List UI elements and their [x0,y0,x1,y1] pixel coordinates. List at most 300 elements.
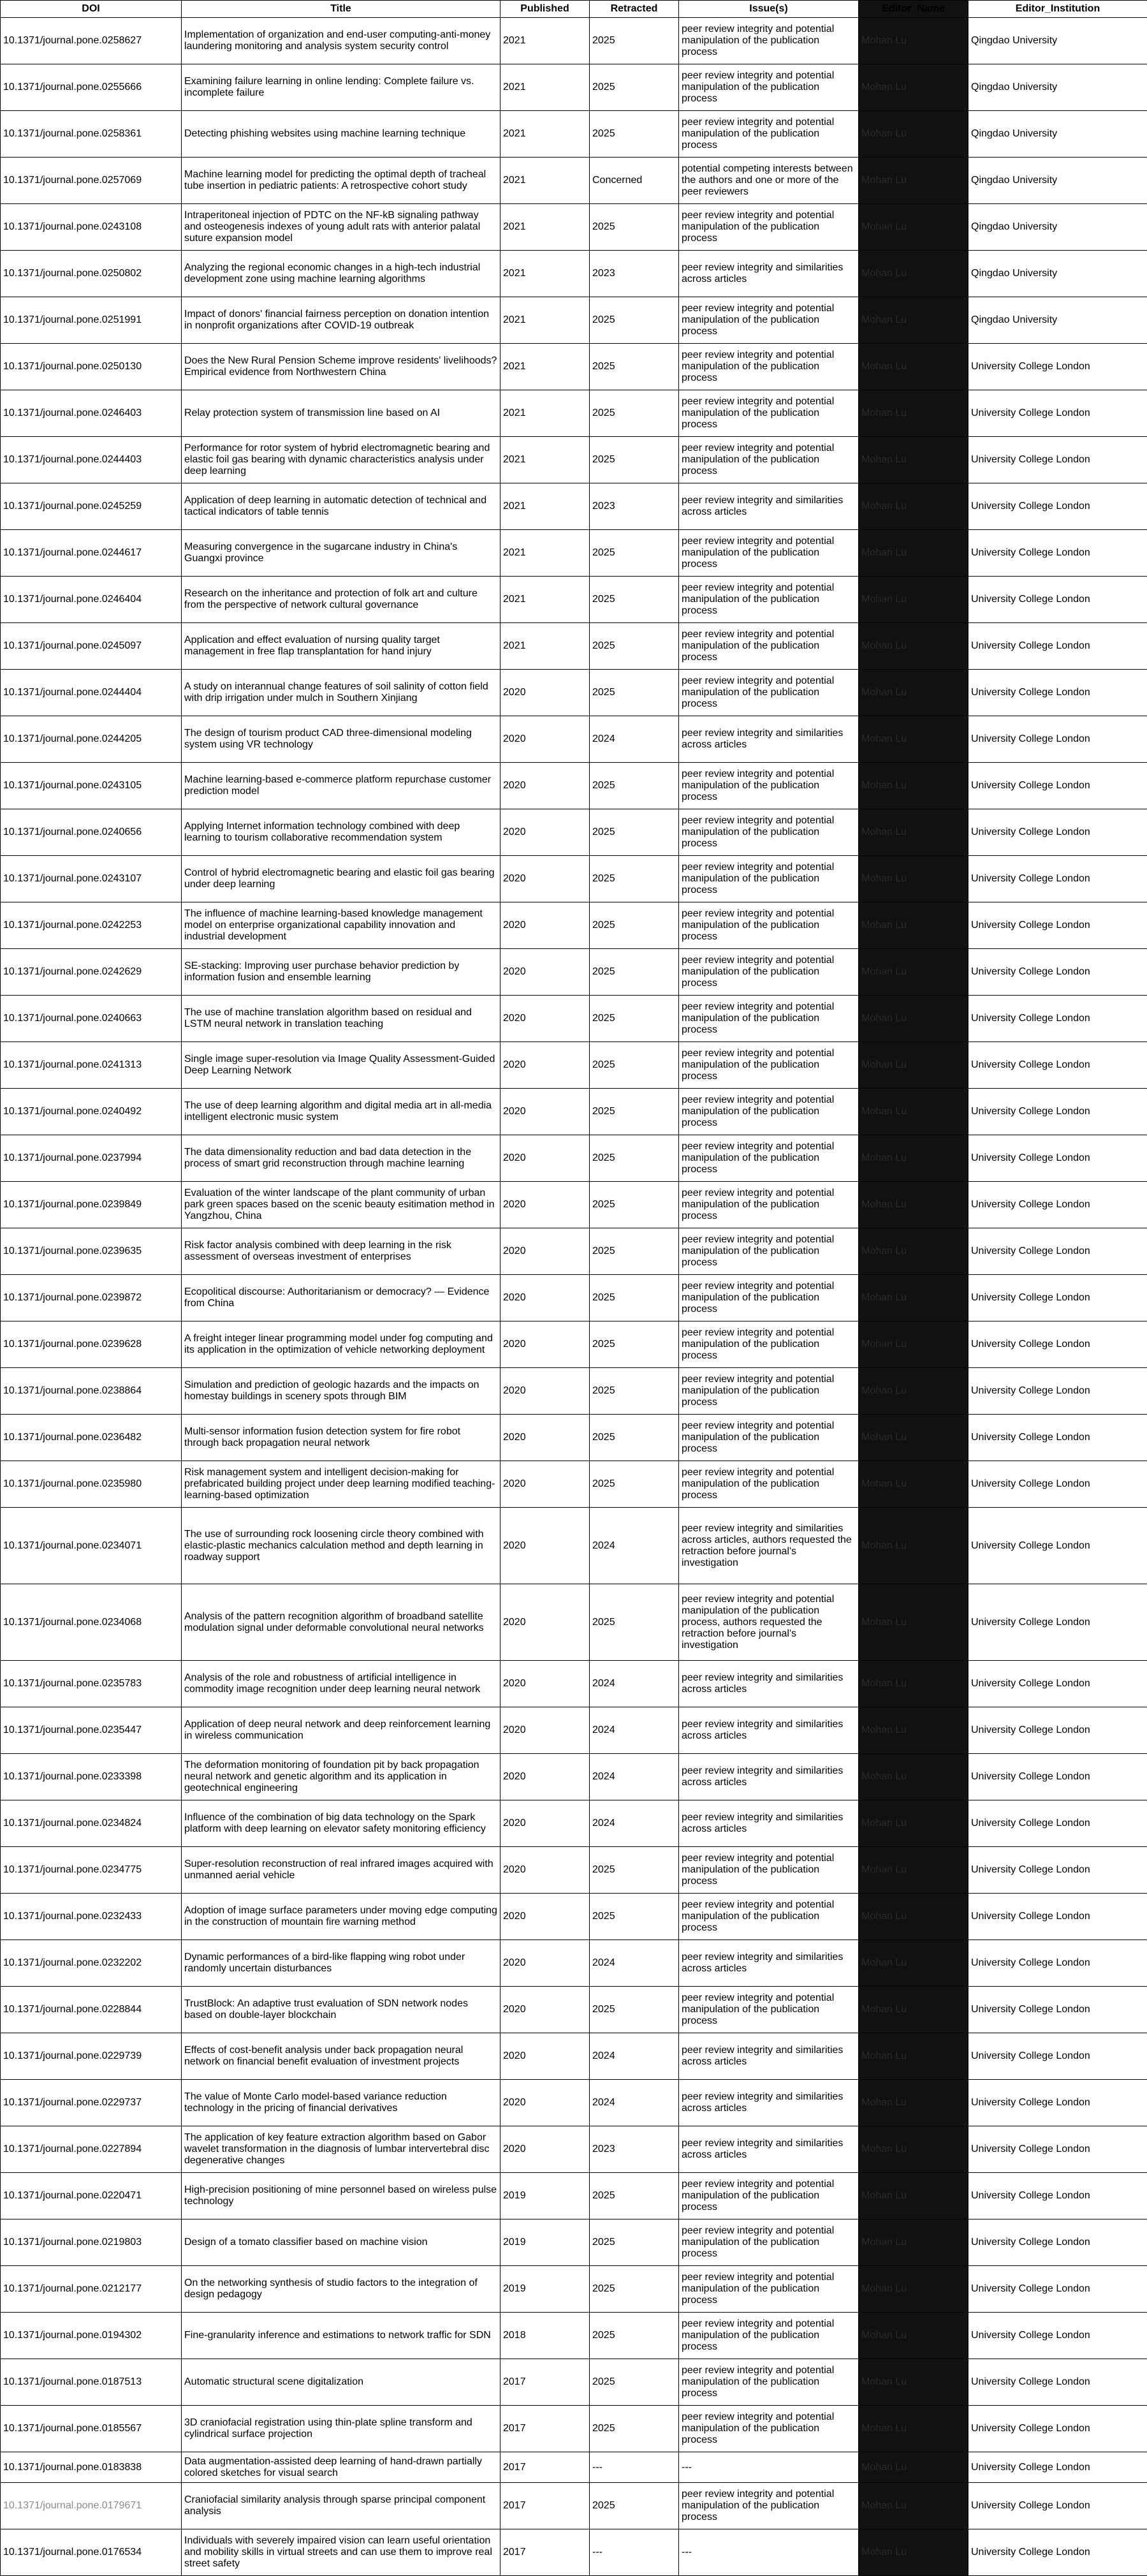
doi-cell: 10.1371/journal.pone.0232433 [1,1894,182,1940]
title-cell: Application of deep learning in automatic detection of technical and tactical indicators of table tennis [182,483,500,530]
doi-cell: 10.1371/journal.pone.0240663 [1,996,182,1042]
issues-cell: peer review integrity and potential manipulation of the publication process [679,2483,859,2529]
title-cell: 3D craniofacial registration using thin-plate spline transform and cylindrical surface projection [182,2406,500,2452]
editor-institution-cell: University College London [968,1987,1147,2033]
retracted-cell: 2025 [590,1089,679,1135]
editor-name-cell: Mohan Lu [859,2266,968,2313]
issues-cell: peer review integrity and similarities across articles [679,483,859,530]
published-cell: 2020 [500,1894,590,1940]
doi-cell: 10.1371/journal.pone.0229737 [1,2080,182,2126]
title-cell: Risk factor analysis combined with deep learning in the risk assessment of overseas investment of enterprises [182,1228,500,1275]
editor-institution-cell: University College London [968,1894,1147,1940]
issues-cell: peer review integrity and potential manipulation of the publication process, authors requested the retraction before journal's investigation [679,1584,859,1661]
editor-institution-cell: University College London [968,856,1147,902]
doi-cell: 10.1371/journal.pone.0244404 [1,670,182,716]
retracted-cell: 2025 [590,623,679,670]
title-cell: Measuring convergence in the sugarcane industry in China's Guangxi province [182,530,500,577]
table-row [1,1228,1147,1275]
retracted-cell: 2023 [590,483,679,530]
table-row [1,1661,1147,1707]
doi-cell: 10.1371/journal.pone.0234824 [1,1800,182,1847]
doi-cell: 10.1371/journal.pone.0242253 [1,902,182,949]
table-row [1,1135,1147,1182]
published-cell: 2020 [500,1415,590,1461]
title-cell: Analysis of the role and robustness of artificial intelligence in commodity image recognition under deep learning neural network [182,1661,500,1707]
title-cell: A study on interannual change features of soil salinity of cotton field with drip irrigation under mulch in Southern Xinjiang [182,670,500,716]
title-cell: TrustBlock: An adaptive trust evaluation of SDN network nodes based on double-layer blockchain [182,1987,500,2033]
editor-institution-cell: University College London [968,1940,1147,1987]
title-cell: Examining failure learning in online lending: Complete failure vs. incomplete failure [182,64,500,111]
editor-institution-cell: University College London [968,623,1147,670]
retracted-cell: 2024 [590,1707,679,1754]
editor-institution-cell: University College London [968,577,1147,623]
doi-cell: 10.1371/journal.pone.0243107 [1,856,182,902]
retracted-cell: 2025 [590,1847,679,1894]
issues-cell: peer review integrity and similarities across articles [679,1940,859,1987]
title-cell: Implementation of organization and end-user computing-anti-money laundering monitoring and analysis system security control [182,18,500,64]
table-row [1,2173,1147,2219]
editor-institution-cell: University College London [968,2452,1147,2483]
retracted-cell: 2024 [590,1800,679,1847]
published-cell: 2020 [500,1987,590,2033]
column-header-editor-institution: Editor_Institution [968,1,1147,18]
table-row [1,902,1147,949]
editor-name-cell: Mohan Lu [859,1754,968,1800]
retracted-cell: 2025 [590,530,679,577]
title-cell: Machine learning-based e-commerce platform repurchase customer prediction model [182,763,500,809]
issues-cell: peer review integrity and similarities across articles [679,1800,859,1847]
editor-name-cell: Mohan Lu [859,1987,968,2033]
retracted-cell: 2023 [590,2126,679,2173]
title-cell: Adoption of image surface parameters under moving edge computing in the construction of mountain fire warning method [182,1894,500,1940]
editor-institution-cell: University College London [968,390,1147,437]
published-cell: 2020 [500,2033,590,2080]
issues-cell: peer review integrity and potential manipulation of the publication process [679,1894,859,1940]
issues-cell: peer review integrity and potential manipulation of the publication process [679,344,859,390]
table-row [1,670,1147,716]
editor-institution-cell: University College London [968,1089,1147,1135]
retracted-cell: 2023 [590,251,679,297]
editor-name-cell: Mohan Lu [859,1368,968,1415]
editor-name-cell: Mohan Lu [859,530,968,577]
editor-name-cell: Mohan Lu [859,344,968,390]
editor-institution-cell: University College London [968,1584,1147,1661]
table-row [1,204,1147,251]
column-header-published: Published [500,1,590,18]
editor-name-cell: Mohan Lu [859,1894,968,1940]
published-cell: 2020 [500,1707,590,1754]
table-row [1,2483,1147,2529]
published-cell: 2021 [500,344,590,390]
doi-cell: 10.1371/journal.pone.0235783 [1,1661,182,1707]
doi-cell: 10.1371/journal.pone.0236482 [1,1415,182,1461]
table-row [1,2313,1147,2359]
doi-cell: 10.1371/journal.pone.0179671 [1,2483,182,2529]
title-cell: The use of surrounding rock loosening circle theory combined with elastic-plastic mechanics calculation method and depth learning in roadway support [182,1508,500,1584]
issues-cell: peer review integrity and similarities across articles [679,2033,859,2080]
retracted-cell: 2025 [590,111,679,158]
editor-institution-cell: University College London [968,1275,1147,1321]
published-cell: 2021 [500,204,590,251]
editor-institution-cell: University College London [968,2483,1147,2529]
editor-name-cell: Mohan Lu [859,577,968,623]
retracted-cell: 2025 [590,763,679,809]
issues-cell: --- [679,2452,859,2483]
issues-cell: peer review integrity and similarities across articles [679,2080,859,2126]
doi-cell: 10.1371/journal.pone.0244403 [1,437,182,483]
doi-cell: 10.1371/journal.pone.0255666 [1,64,182,111]
editor-institution-cell: University College London [968,1754,1147,1800]
published-cell: 2020 [500,1661,590,1707]
title-cell: Intraperitoneal injection of PDTC on the NF-kB signaling pathway and osteogenesis indexes of young adult rats with anterior palatal suture expansion model [182,204,500,251]
editor-institution-cell: University College London [968,949,1147,996]
published-cell: 2020 [500,670,590,716]
retracted-cell: 2025 [590,1415,679,1461]
editor-name-cell: Mohan Lu [859,1661,968,1707]
title-cell: Applying Internet information technology combined with deep learning to tourism collaborative recommendation system [182,809,500,856]
editor-name-cell: Mohan Lu [859,1415,968,1461]
title-cell: Evaluation of the winter landscape of the plant community of urban park green spaces based on the scenic beauty esitimation method in Yangzhou, China [182,1182,500,1228]
table-row [1,2126,1147,2173]
title-cell: The data dimensionality reduction and bad data detection in the process of smart grid reconstruction through machine learning [182,1135,500,1182]
editor-name-cell: Mohan Lu [859,1321,968,1368]
retracted-cell: 2025 [590,1275,679,1321]
published-cell: 2017 [500,2406,590,2452]
editor-name-cell: Mohan Lu [859,2126,968,2173]
issues-cell: peer review integrity and potential manipulation of the publication process [679,1182,859,1228]
table-row [1,577,1147,623]
issues-cell: peer review integrity and potential manipulation of the publication process [679,2406,859,2452]
editor-institution-cell: University College London [968,1135,1147,1182]
retracted-cell: 2025 [590,297,679,344]
doi-cell: 10.1371/journal.pone.0251991 [1,297,182,344]
table-row [1,2219,1147,2266]
issues-cell: peer review integrity and potential manipulation of the publication process [679,437,859,483]
editor-institution-cell: University College London [968,716,1147,763]
published-cell: 2021 [500,64,590,111]
editor-institution-cell: University College London [968,902,1147,949]
published-cell: 2020 [500,2126,590,2173]
editor-institution-cell: University College London [968,1800,1147,1847]
editor-name-cell: Mohan Lu [859,1707,968,1754]
published-cell: 2020 [500,856,590,902]
table-row [1,716,1147,763]
editor-name-cell: Mohan Lu [859,2406,968,2452]
doi-cell: 10.1371/journal.pone.0240656 [1,809,182,856]
title-cell: The value of Monte Carlo model-based variance reduction technology in the pricing of financial derivatives [182,2080,500,2126]
doi-cell: 10.1371/journal.pone.0232202 [1,1940,182,1987]
published-cell: 2020 [500,949,590,996]
table-row [1,18,1147,64]
editor-name-cell: Mohan Lu [859,437,968,483]
retracted-cell: 2025 [590,2313,679,2359]
title-cell: A freight integer linear programming model under fog computing and its application in the optimization of vehicle networking deployment [182,1321,500,1368]
editor-name-cell: Mohan Lu [859,902,968,949]
table-row [1,2266,1147,2313]
editor-name-cell: Mohan Lu [859,670,968,716]
doi-cell: 10.1371/journal.pone.0233398 [1,1754,182,1800]
published-cell: 2020 [500,1275,590,1321]
issues-cell: peer review integrity and potential manipulation of the publication process [679,2219,859,2266]
retracted-cell: 2024 [590,1940,679,1987]
doi-cell: 10.1371/journal.pone.0245259 [1,483,182,530]
title-cell: Data augmentation-assisted deep learning of hand-drawn partially colored sketches for visual search [182,2452,500,2483]
doi-cell: 10.1371/journal.pone.0212177 [1,2266,182,2313]
issues-cell: peer review integrity and potential manipulation of the publication process [679,1228,859,1275]
table-row [1,2033,1147,2080]
published-cell: 2021 [500,111,590,158]
published-cell: 2021 [500,623,590,670]
retracted-cell: 2025 [590,1182,679,1228]
table-row [1,2406,1147,2452]
header-row [1,1,1147,18]
editor-name-cell: Mohan Lu [859,2359,968,2406]
issues-cell: peer review integrity and potential manipulation of the publication process [679,856,859,902]
editor-institution-cell: University College London [968,1321,1147,1368]
issues-cell: peer review integrity and potential manipulation of the publication process [679,18,859,64]
doi-cell: 10.1371/journal.pone.0239849 [1,1182,182,1228]
editor-name-cell: Mohan Lu [859,1461,968,1508]
published-cell: 2019 [500,2173,590,2219]
retracted-cell: 2025 [590,437,679,483]
retracted-cell: 2025 [590,1042,679,1089]
retracted-cell: 2025 [590,18,679,64]
retracted-cell: 2024 [590,1661,679,1707]
published-cell: 2020 [500,902,590,949]
doi-cell: 10.1371/journal.pone.0235447 [1,1707,182,1754]
editor-institution-cell: University College London [968,2406,1147,2452]
issues-cell: peer review integrity and potential manipulation of the publication process [679,670,859,716]
editor-name-cell: Mohan Lu [859,1228,968,1275]
retracted-cell: 2025 [590,2219,679,2266]
editor-name-cell: Mohan Lu [859,1940,968,1987]
editor-institution-cell: University College London [968,483,1147,530]
table-row [1,1182,1147,1228]
published-cell: 2019 [500,2219,590,2266]
title-cell: SE-stacking: Improving user purchase behavior prediction by information fusion and ensemble learning [182,949,500,996]
table-row [1,64,1147,111]
retracted-cell: 2025 [590,1461,679,1508]
retracted-cell: 2025 [590,2173,679,2219]
issues-cell: peer review integrity and potential manipulation of the publication process [679,204,859,251]
issues-cell: peer review integrity and potential manipulation of the publication process [679,1847,859,1894]
title-cell: The design of tourism product CAD three-dimensional modeling system using VR technology [182,716,500,763]
published-cell: 2017 [500,2483,590,2529]
editor-name-cell: Mohan Lu [859,1508,968,1584]
editor-name-cell: Mohan Lu [859,996,968,1042]
column-header-title: Title [182,1,500,18]
editor-name-cell: Mohan Lu [859,623,968,670]
published-cell: 2020 [500,2080,590,2126]
issues-cell: peer review integrity and potential manipulation of the publication process [679,623,859,670]
table-row [1,437,1147,483]
issues-cell: peer review integrity and similarities across articles [679,716,859,763]
title-cell: On the networking synthesis of studio factors to the integration of design pedagogy [182,2266,500,2313]
editor-name-cell: Mohan Lu [859,483,968,530]
table-row [1,1368,1147,1415]
retracted-cell: 2025 [590,577,679,623]
published-cell: 2020 [500,1089,590,1135]
retracted-cell: 2024 [590,1754,679,1800]
editor-institution-cell: University College London [968,437,1147,483]
table-row [1,1584,1147,1661]
editor-institution-cell: University College London [968,1042,1147,1089]
doi-cell: 10.1371/journal.pone.0258627 [1,18,182,64]
editor-name-cell: Mohan Lu [859,1182,968,1228]
title-cell: Dynamic performances of a bird-like flapping wing robot under randomly uncertain disturbances [182,1940,500,1987]
issues-cell: peer review integrity and potential manipulation of the publication process [679,1321,859,1368]
editor-institution-cell: University College London [968,809,1147,856]
title-cell: Does the New Rural Pension Scheme improve residents' livelihoods? Empirical evidence from Northwestern China [182,344,500,390]
doi-cell: 10.1371/journal.pone.0235980 [1,1461,182,1508]
issues-cell: peer review integrity and potential manipulation of the publication process [679,902,859,949]
title-cell: Detecting phishing websites using machine learning technique [182,111,500,158]
title-cell: Machine learning model for predicting the optimal depth of tracheal tube insertion in pediatric patients: A retrospective cohort study [182,158,500,204]
editor-name-cell: Mohan Lu [859,1584,968,1661]
editor-institution-cell: University College London [968,2033,1147,2080]
editor-name-cell: Mohan Lu [859,949,968,996]
published-cell: 2020 [500,716,590,763]
title-cell: Performance for rotor system of hybrid electromagnetic bearing and elastic foil gas bearing with dynamic characteristics analysis under deep learning [182,437,500,483]
title-cell: Application and effect evaluation of nursing quality target management in free flap transplantation for hand injury [182,623,500,670]
issues-cell: peer review integrity and similarities across articles [679,1754,859,1800]
published-cell: 2021 [500,18,590,64]
editor-institution-cell: University College London [968,2126,1147,2173]
published-cell: 2020 [500,763,590,809]
issues-cell: peer review integrity and potential manipulation of the publication process [679,1275,859,1321]
editor-name-cell: Mohan Lu [859,1847,968,1894]
editor-name-cell: Mohan Lu [859,2080,968,2126]
editor-name-cell: Mohan Lu [859,856,968,902]
issues-cell: peer review integrity and potential manipulation of the publication process [679,763,859,809]
editor-institution-cell: University College London [968,2359,1147,2406]
title-cell: Fine-granularity inference and estimations to network traffic for SDN [182,2313,500,2359]
doi-cell: 10.1371/journal.pone.0240492 [1,1089,182,1135]
table-row [1,1707,1147,1754]
title-cell: Analysis of the pattern recognition algorithm of broadband satellite modulation signal under deformable convolutional neural networks [182,1584,500,1661]
editor-institution-cell: University College London [968,1182,1147,1228]
retracted-cell: 2025 [590,1894,679,1940]
retracted-cell: 2025 [590,1368,679,1415]
editor-institution-cell: University College London [968,996,1147,1042]
title-cell: Risk management system and intelligent decision-making for prefabricated building project under deep learning modified teaching-learning-based optimization [182,1461,500,1508]
doi-cell: 10.1371/journal.pone.0239628 [1,1321,182,1368]
published-cell: 2020 [500,809,590,856]
title-cell: Individuals with severely impaired vision can learn useful orientation and mobility skills in virtual streets and can use them to improve real street safety [182,2529,500,2576]
issues-cell: peer review integrity and potential manipulation of the publication process [679,390,859,437]
table-row [1,1461,1147,1508]
issues-cell: peer review integrity and potential manipulation of the publication process [679,949,859,996]
editor-institution-cell: University College London [968,2173,1147,2219]
table-row [1,1894,1147,1940]
editor-name-cell: Mohan Lu [859,716,968,763]
issues-cell: peer review integrity and potential manipulation of the publication process [679,2266,859,2313]
retracted-cell: 2025 [590,2266,679,2313]
editor-institution-cell: University College London [968,1368,1147,1415]
column-header-issues: Issue(s) [679,1,859,18]
doi-cell: 10.1371/journal.pone.0227894 [1,2126,182,2173]
published-cell: 2020 [500,1228,590,1275]
published-cell: 2021 [500,158,590,204]
retracted-cell: 2025 [590,2406,679,2452]
editor-institution-cell: University College London [968,2529,1147,2576]
title-cell: Automatic structural scene digitalization [182,2359,500,2406]
table-row [1,1754,1147,1800]
editor-institution-cell: Qingdao University [968,64,1147,111]
title-cell: High-precision positioning of mine personnel based on wireless pulse technology [182,2173,500,2219]
published-cell: 2021 [500,483,590,530]
editor-name-cell: Mohan Lu [859,64,968,111]
table-row [1,2080,1147,2126]
table-row [1,623,1147,670]
editor-name-cell: Mohan Lu [859,2452,968,2483]
editor-name-cell: Mohan Lu [859,2483,968,2529]
retracted-cell: 2025 [590,1135,679,1182]
title-cell: Application of deep neural network and deep reinforcement learning in wireless communication [182,1707,500,1754]
retracted-cell: 2024 [590,1508,679,1584]
retracted-cell: 2025 [590,1987,679,2033]
published-cell: 2021 [500,297,590,344]
table-row [1,763,1147,809]
table-row [1,111,1147,158]
editor-institution-cell: Qingdao University [968,158,1147,204]
published-cell: 2021 [500,437,590,483]
issues-cell: peer review integrity and potential manipulation of the publication process [679,1368,859,1415]
editor-institution-cell: University College London [968,1508,1147,1584]
editor-institution-cell: University College London [968,2219,1147,2266]
issues-cell: peer review integrity and potential manipulation of the publication process [679,1135,859,1182]
editor-institution-cell: University College London [968,1415,1147,1461]
editor-name-cell: Mohan Lu [859,204,968,251]
title-cell: The use of machine translation algorithm based on residual and LSTM neural network in translation teaching [182,996,500,1042]
published-cell: 2021 [500,251,590,297]
issues-cell: peer review integrity and potential manipulation of the publication process [679,2313,859,2359]
editor-name-cell: Mohan Lu [859,251,968,297]
editor-institution-cell: University College London [968,1228,1147,1275]
doi-cell: 10.1371/journal.pone.0176534 [1,2529,182,2576]
table-row [1,344,1147,390]
retracted-cell: 2025 [590,204,679,251]
title-cell: Analyzing the regional economic changes in a high-tech industrial development zone using machine learning algorithms [182,251,500,297]
editor-name-cell: Mohan Lu [859,1042,968,1089]
issues-cell: peer review integrity and similarities across articles [679,1661,859,1707]
editor-name-cell: Mohan Lu [859,1089,968,1135]
table-row [1,483,1147,530]
doi-cell: 10.1371/journal.pone.0219803 [1,2219,182,2266]
table-body [1,18,1147,2576]
retracted-cell: 2025 [590,390,679,437]
doi-cell: 10.1371/journal.pone.0239635 [1,1228,182,1275]
editor-name-cell: Mohan Lu [859,18,968,64]
title-cell: Simulation and prediction of geologic hazards and the impacts on homestay buildings in scenery spots through BIM [182,1368,500,1415]
retracted-cell: 2025 [590,2483,679,2529]
editor-name-cell: Mohan Lu [859,2219,968,2266]
title-cell: Single image super-resolution via Image Quality Assessment-Guided Deep Learning Network [182,1042,500,1089]
editor-name-cell: Mohan Lu [859,809,968,856]
doi-cell: 10.1371/journal.pone.0237994 [1,1135,182,1182]
editor-name-cell: Mohan Lu [859,158,968,204]
published-cell: 2020 [500,1800,590,1847]
doi-cell: 10.1371/journal.pone.0220471 [1,2173,182,2219]
issues-cell: peer review integrity and potential manipulation of the publication process [679,64,859,111]
published-cell: 2018 [500,2313,590,2359]
retracted-cell: 2025 [590,949,679,996]
table-row [1,1275,1147,1321]
doi-cell: 10.1371/journal.pone.0244617 [1,530,182,577]
retracted-cell: 2025 [590,1584,679,1661]
retracted-cell: 2025 [590,902,679,949]
published-cell: 2020 [500,1042,590,1089]
